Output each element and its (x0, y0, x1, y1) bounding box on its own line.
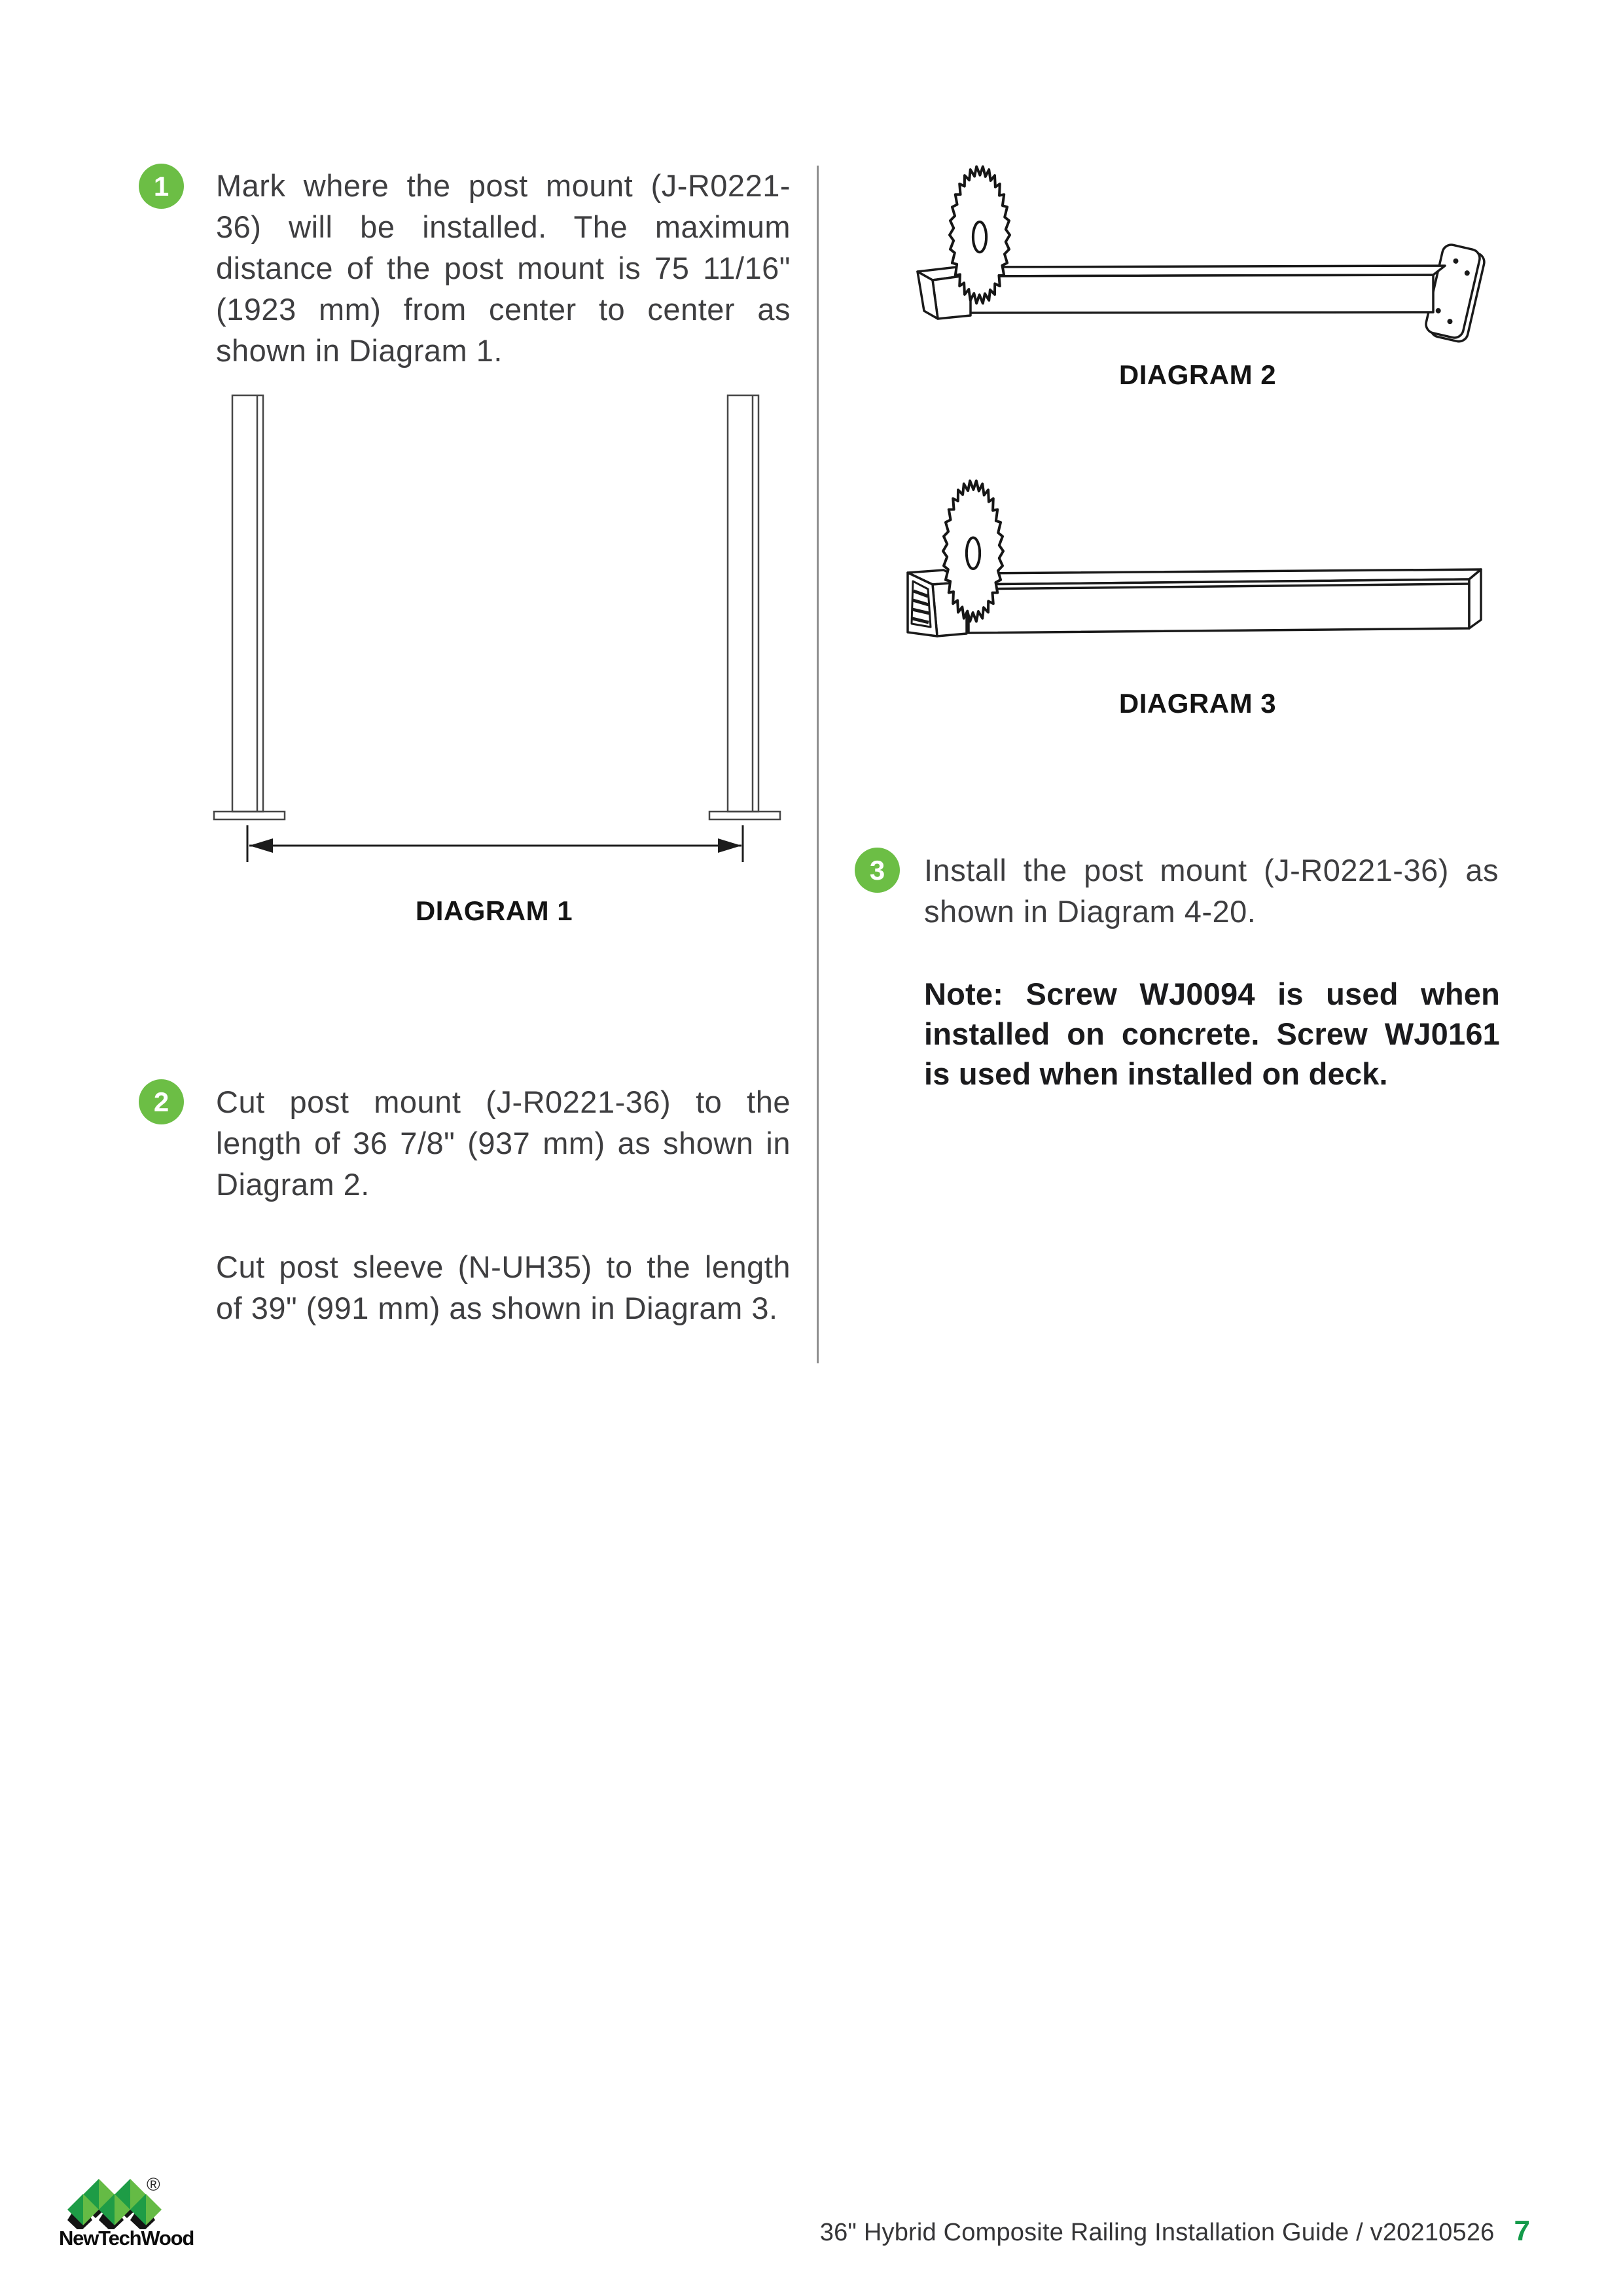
step-1-text (216, 165, 791, 371)
arrowhead-left (249, 838, 273, 853)
step-3-number: 3 (869, 854, 885, 886)
arrowhead-right (718, 838, 741, 853)
step-1-paragraph: Mark where the post mount (J-R0221-36) will be installed. The maximum distance of the post mount is 75 11/16" (1923 mm) from center to center as shown in Diagram 1. (216, 168, 791, 368)
diagram-2-drawing (910, 147, 1486, 344)
step-2-text (216, 1081, 791, 1329)
brand-wordmark: NewTechWood (59, 2227, 194, 2250)
column-divider (817, 166, 819, 1363)
footer-guide-title: 36" Hybrid Composite Railing Installation Guide / v20210526 (819, 2219, 1495, 2246)
step-1-number: 1 (153, 170, 169, 202)
step-3-badge (855, 848, 900, 893)
diagram-1-label: DIAGRAM 1 (415, 895, 573, 926)
diagram-3-label: DIAGRAM 3 (1118, 688, 1277, 719)
diagram-2-label: DIAGRAM 2 (1118, 359, 1277, 390)
step-2-number: 2 (153, 1086, 169, 1117)
saw-blade-icon (950, 167, 1010, 304)
page-number: 7 (1514, 2215, 1530, 2247)
footer-right (820, 2215, 1530, 2248)
registered-trademark: ® (147, 2174, 160, 2195)
post-mount-tube (967, 266, 1445, 313)
posts (214, 395, 780, 819)
step-2-paragraph-2: Cut post sleeve (N-UH35) to the length of 39" (991 mm) as shown in Diagram 3. (216, 1249, 791, 1325)
step-2-badge (139, 1079, 184, 1124)
saw-blade-icon (943, 481, 1003, 622)
step-3-note: Note: Screw WJ0094 is used when installed on concrete. Screw WJ0161 is used when installed on deck. (924, 977, 1500, 1091)
step-2-paragraph-1: Cut post mount (J-R0221-36) to the length of 36 7/8" (937 mm) as shown in Diagram 2. (216, 1085, 791, 1202)
step-1-badge (139, 164, 184, 209)
step-3-paragraph: Install the post mount (J-R0221-36) as shown in Diagram 4-20. (924, 853, 1499, 929)
step-3-text (924, 850, 1499, 932)
post-sleeve-tube (969, 569, 1481, 633)
diagram-1-drawing (206, 389, 782, 870)
diagram-3-drawing (906, 475, 1489, 668)
dimension-arrow (247, 825, 743, 862)
